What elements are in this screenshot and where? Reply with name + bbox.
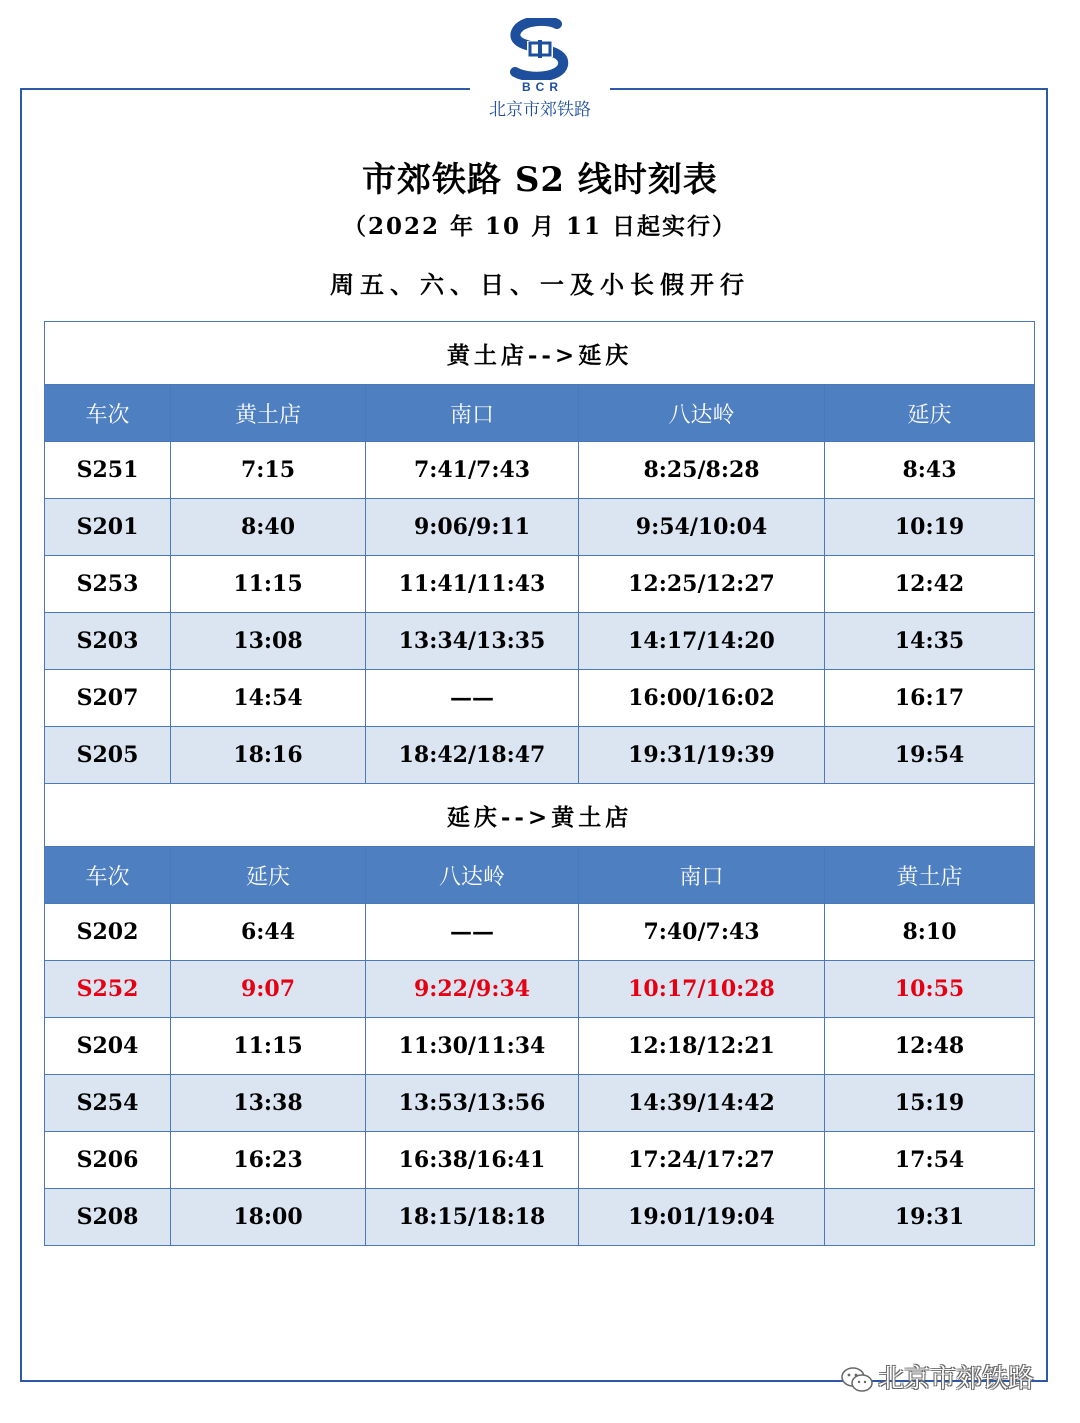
- direction-row: [45, 784, 1035, 847]
- table-row: [45, 1075, 1035, 1132]
- logo: [470, 18, 610, 133]
- table-row: [45, 556, 1035, 613]
- train-number-cell: S253: [45, 556, 171, 613]
- table-row: [45, 961, 1035, 1018]
- time-cell: 10:19: [825, 499, 1035, 556]
- time-cell: 10:55: [825, 961, 1035, 1018]
- time-cell: 12:42: [825, 556, 1035, 613]
- time-cell: 8:43: [825, 442, 1035, 499]
- time-cell: ——: [366, 670, 579, 727]
- table-row: [45, 670, 1035, 727]
- time-cell: 19:54: [825, 727, 1035, 784]
- direction-label: 延庆-->黄土店: [45, 784, 1035, 847]
- time-cell: 19:31: [825, 1189, 1035, 1246]
- column-header: 八达岭: [579, 385, 825, 442]
- column-header-row: [45, 847, 1035, 904]
- column-header: 延庆: [171, 847, 366, 904]
- time-cell: ——: [366, 904, 579, 961]
- train-number-cell: S205: [45, 727, 171, 784]
- column-header: 八达岭: [366, 847, 579, 904]
- time-cell: 13:34/13:35: [366, 613, 579, 670]
- logo-name: 北京市郊铁路: [489, 100, 591, 120]
- time-cell: 16:00/16:02: [579, 670, 825, 727]
- column-header: 南口: [366, 385, 579, 442]
- train-number-cell: S208: [45, 1189, 171, 1246]
- train-number-cell: S254: [45, 1075, 171, 1132]
- column-header: 南口: [579, 847, 825, 904]
- train-number-cell: S206: [45, 1132, 171, 1189]
- watermark-text: 北京市郊铁路: [878, 1364, 1035, 1394]
- table-row: [45, 904, 1035, 961]
- column-header-row: [45, 385, 1035, 442]
- timetable: [44, 321, 1035, 1246]
- time-cell: 16:17: [825, 670, 1035, 727]
- train-number-cell: S201: [45, 499, 171, 556]
- table-row: [45, 1018, 1035, 1075]
- page-title: 市郊铁路 S2 线时刻表: [362, 160, 718, 200]
- time-cell: 15:19: [825, 1075, 1035, 1132]
- time-cell: 8:25/8:28: [579, 442, 825, 499]
- time-cell: 9:06/9:11: [366, 499, 579, 556]
- time-cell: 14:17/14:20: [579, 613, 825, 670]
- time-cell: 13:53/13:56: [366, 1075, 579, 1132]
- time-cell: 14:54: [171, 670, 366, 727]
- operating-days: 周五、六、日、一及小长假开行: [330, 270, 750, 299]
- time-cell: 12:48: [825, 1018, 1035, 1075]
- time-cell: 16:23: [171, 1132, 366, 1189]
- column-header: 车次: [45, 385, 171, 442]
- time-cell: 19:01/19:04: [579, 1189, 825, 1246]
- time-cell: 18:16: [171, 727, 366, 784]
- time-cell: 11:15: [171, 556, 366, 613]
- time-cell: 17:24/17:27: [579, 1132, 825, 1189]
- train-number-cell: S207: [45, 670, 171, 727]
- time-cell: 7:15: [171, 442, 366, 499]
- train-number-cell: S203: [45, 613, 171, 670]
- bcr-logo-icon: [507, 18, 573, 80]
- time-cell: 18:00: [171, 1189, 366, 1246]
- direction-row: [45, 322, 1035, 385]
- watermark: [840, 1358, 1034, 1395]
- time-cell: 6:44: [171, 904, 366, 961]
- time-cell: 14:35: [825, 613, 1035, 670]
- time-cell: 13:08: [171, 613, 366, 670]
- time-cell: 9:07: [171, 961, 366, 1018]
- train-number-cell: S251: [45, 442, 171, 499]
- time-cell: 11:41/11:43: [366, 556, 579, 613]
- table-row: [45, 442, 1035, 499]
- time-cell: 8:40: [171, 499, 366, 556]
- train-number-cell: S204: [45, 1018, 171, 1075]
- table-row: [45, 1132, 1035, 1189]
- time-cell: 13:38: [171, 1075, 366, 1132]
- column-header: 延庆: [825, 385, 1035, 442]
- time-cell: 11:15: [171, 1018, 366, 1075]
- time-cell: 10:17/10:28: [579, 961, 825, 1018]
- time-cell: 8:10: [825, 904, 1035, 961]
- direction-label: 黄土店-->延庆: [45, 322, 1035, 385]
- table-row: [45, 727, 1035, 784]
- time-cell: 14:39/14:42: [579, 1075, 825, 1132]
- column-header: 黄土店: [825, 847, 1035, 904]
- wechat-icon: [840, 1366, 874, 1394]
- time-cell: 18:15/18:18: [366, 1189, 579, 1246]
- effective-date: （2022 年 10 月 11 日起实行）: [342, 213, 738, 240]
- time-cell: 9:22/9:34: [366, 961, 579, 1018]
- time-cell: 7:40/7:43: [579, 904, 825, 961]
- table-row: [45, 613, 1035, 670]
- time-cell: 12:18/12:21: [579, 1018, 825, 1075]
- time-cell: 19:31/19:39: [579, 727, 825, 784]
- table-row: [45, 499, 1035, 556]
- table-row: [45, 1189, 1035, 1246]
- time-cell: 16:38/16:41: [366, 1132, 579, 1189]
- train-number-cell: S202: [45, 904, 171, 961]
- time-cell: 7:41/7:43: [366, 442, 579, 499]
- logo-abbreviation: BCR: [522, 80, 563, 94]
- time-cell: 17:54: [825, 1132, 1035, 1189]
- train-number-cell: S252: [45, 961, 171, 1018]
- time-cell: 9:54/10:04: [579, 499, 825, 556]
- column-header: 黄土店: [171, 385, 366, 442]
- time-cell: 18:42/18:47: [366, 727, 579, 784]
- column-header: 车次: [45, 847, 171, 904]
- time-cell: 12:25/12:27: [579, 556, 825, 613]
- time-cell: 11:30/11:34: [366, 1018, 579, 1075]
